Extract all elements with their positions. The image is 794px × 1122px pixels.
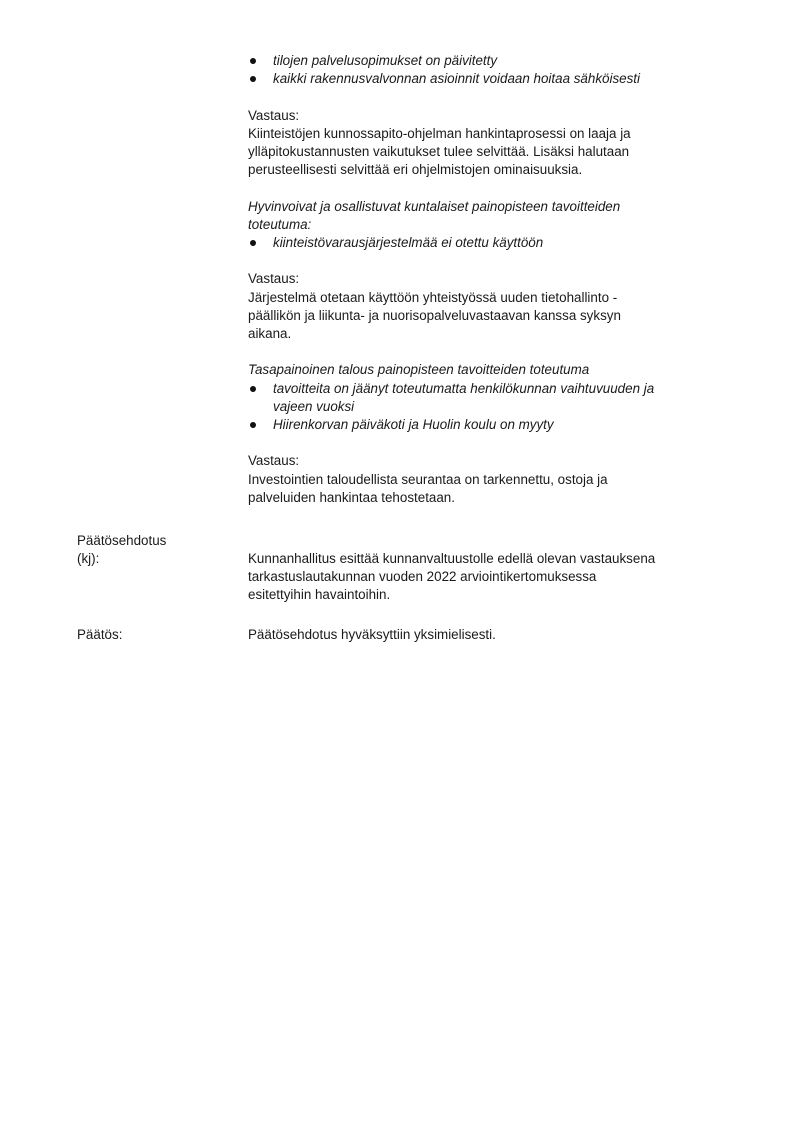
answer-line: perusteellisesti selvittää eri ohjelmistojen ominaisuuksia. [248, 162, 583, 178]
proposal-text [248, 550, 748, 605]
answer-line: Järjestelmä otetaan käyttöön yhteistyössä uuden tietohallinto - [248, 289, 618, 305]
proposal-line: tarkastuslautakunnan vuoden 2022 arviointikertomuksessa [248, 569, 597, 585]
bullet-item [248, 380, 748, 416]
bullet-item [248, 234, 748, 252]
answer-line: aikana. [248, 326, 292, 341]
bullet-dot-icon [250, 58, 256, 64]
bullet-item [248, 52, 748, 70]
proposal-line: esitettyihin havaintoihin. [248, 587, 391, 603]
answer-line: palveluiden hankintaa tehostetaan. [248, 489, 455, 505]
proposal-label-line: Päätösehdotus [77, 533, 167, 548]
answer-line: ylläpitokustannusten vaikutukset tulee selvittää. Lisäksi halutaan [248, 144, 630, 159]
proposal-line: Kunnanhallitus esittää kunnanvaltuustolle edellä olevan vastauksena [248, 551, 656, 566]
answer-line: Investointien taloudellista seurantaa on tarkennettu, ostoja ja [248, 471, 608, 487]
answer-line: päällikön ja liikunta- ja nuorisopalveluvastaavan kanssa syksyn [248, 307, 621, 323]
bullet-text: Hiirenkorvan päiväkoti ja Huolin koulu on myyty [273, 417, 554, 432]
bullet-text: tilojen palvelusopimukset on päivitetty [273, 53, 498, 68]
bullet-text: kiinteistövarausjärjestelmää ei otettu käyttöön [273, 235, 544, 250]
bullet-dot-icon [250, 76, 256, 82]
bullet-text: kaikki rakennusvalvonnan asioinnit voidaan hoitaa sähköisesti [273, 71, 640, 87]
main-column [248, 52, 748, 507]
answer-label: Vastaus: [248, 453, 300, 469]
bullet-text: tavoitteita on jäänyt toteutumatta henkilökunnan vaihtuvuuden ja [273, 380, 655, 396]
bullet-item [248, 70, 748, 88]
bullet-dot-icon [250, 386, 256, 392]
section-heading: toteutuma: [248, 216, 312, 232]
decision-text: Päätösehdotus hyväksyttiin yksimielisesti. [248, 627, 496, 642]
proposal-label-line: (kj): [77, 551, 100, 567]
decision-label: Päätös: [77, 627, 123, 642]
bullet-text: vajeen vuoksi [273, 398, 355, 414]
bullet-item [248, 416, 748, 434]
bullet-dot-icon [250, 422, 256, 428]
answer-label: Vastaus: [248, 271, 300, 287]
answer-label: Vastaus: [248, 107, 300, 123]
section-heading: Hyvinvoivat ja osallistuvat kuntalaiset painopisteen tavoitteiden [248, 198, 621, 214]
bullet-dot-icon [250, 240, 256, 246]
section-heading: Tasapainoinen talous painopisteen tavoitteiden toteutuma [248, 362, 590, 378]
proposal-label [77, 532, 166, 568]
answer-line: Kiinteistöjen kunnossapito-ohjelman hankintaprosessi on laaja ja [248, 125, 631, 141]
